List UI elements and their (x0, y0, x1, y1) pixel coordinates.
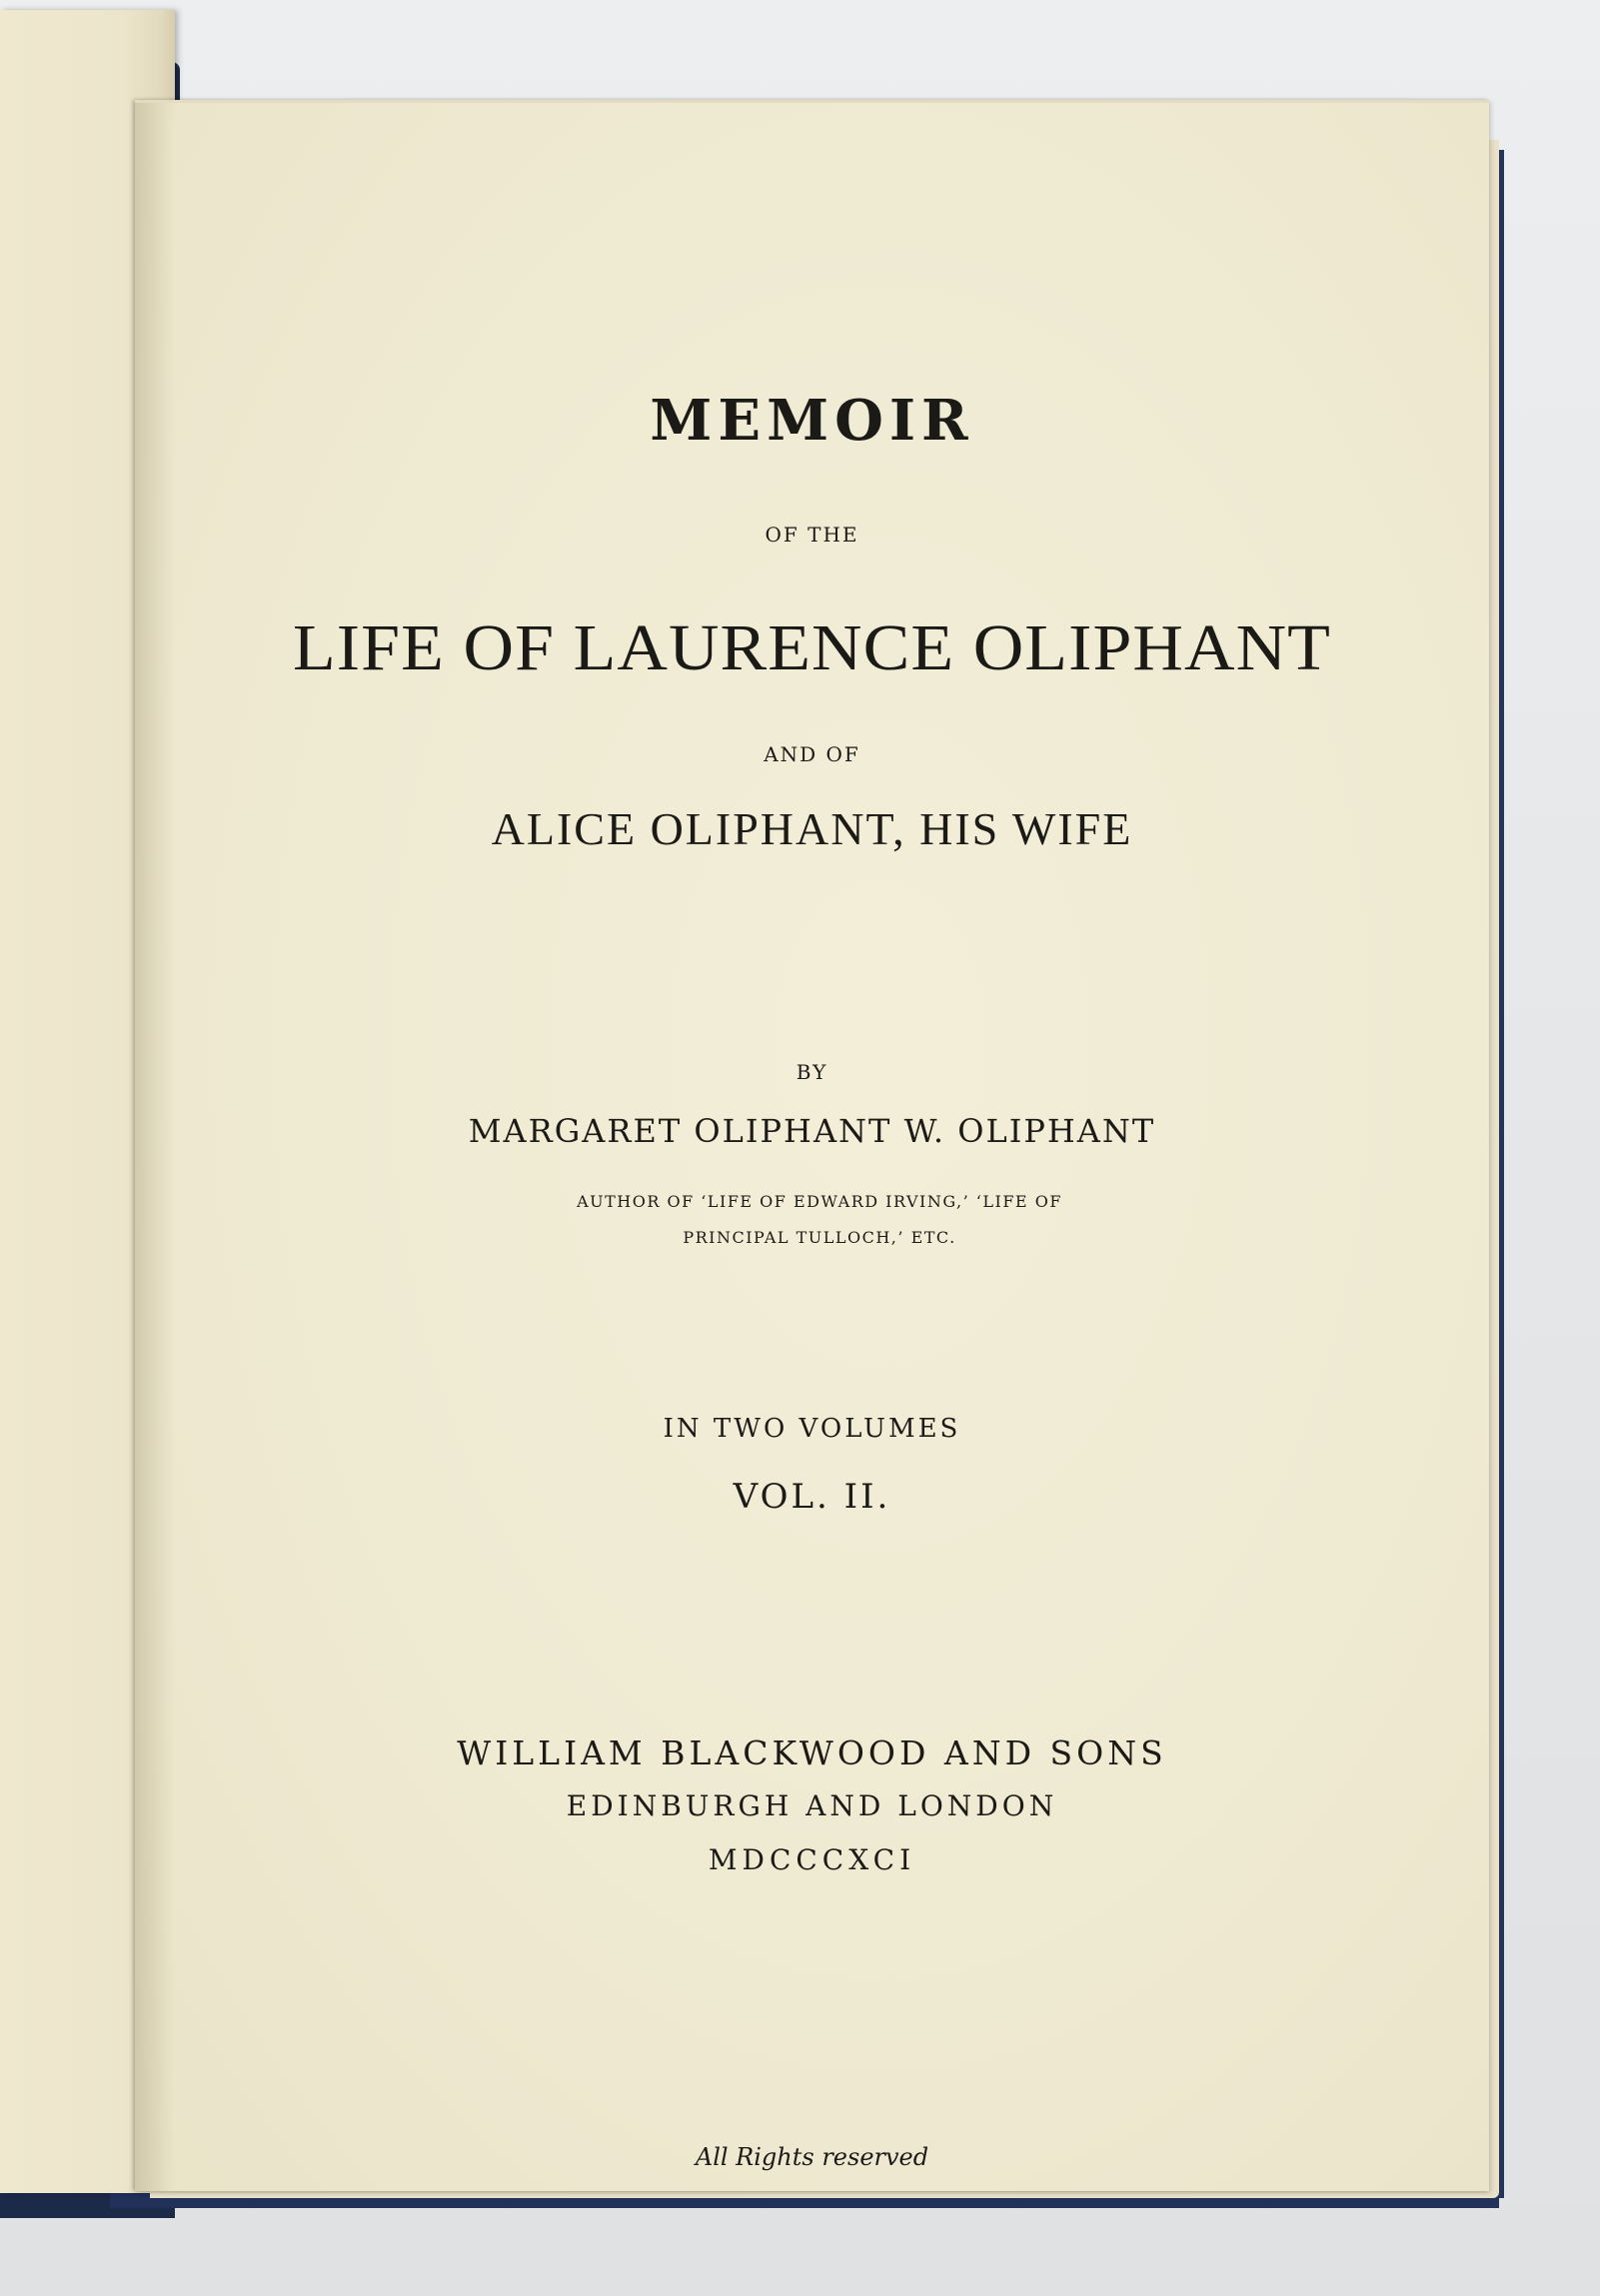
publisher-name: WILLIAM BLACKWOOD AND SONS (457, 1733, 1167, 1772)
by-text: BY (796, 1060, 828, 1084)
rights-notice: All Rights reserved (695, 2143, 929, 2171)
publication-year: MDCCCXCI (708, 1843, 916, 1876)
title-page (135, 100, 1489, 2191)
author-credits: AUTHOR OF ‘LIFE OF EDWARD IRVING,’ ‘LIFE OF PRINCIPAL TULLOCH,’ ETC. (577, 1192, 1062, 1247)
volumes-text: IN TWO VOLUMES (663, 1414, 961, 1444)
of-the-text: OF THE (765, 523, 859, 547)
publisher-cities: EDINBURGH AND LONDON (566, 1789, 1058, 1822)
author-name: MARGARET OLIPHANT W. OLIPHANT (468, 1112, 1156, 1150)
subject-title: LIFE OF LAURENCE OLIPHANT (293, 611, 1331, 684)
second-subject-title: ALICE OLIPHANT, HIS WIFE (491, 803, 1133, 854)
volume-number: VOL. II. (733, 1477, 891, 1517)
and-of-text: AND OF (764, 742, 860, 766)
book-title: MEMOIR (650, 388, 974, 454)
